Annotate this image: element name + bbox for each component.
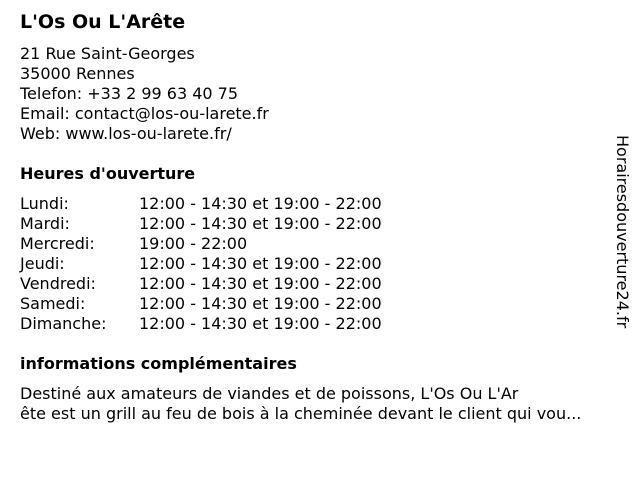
hours-row-dimanche [20, 314, 620, 334]
day-label: Mercredi: [20, 234, 95, 253]
time-range: 19:00 - 22:00 [139, 234, 248, 253]
opening-hours-heading: Heures d'ouverture [20, 164, 196, 183]
business-name: L'Os Ou L'Arête [20, 11, 186, 33]
city-postcode: 35000 Rennes [20, 64, 135, 83]
hours-row-lundi [20, 194, 620, 214]
description-line: ête est un grill au feu de bois à la cheminée devant le client qui vou... [20, 404, 582, 423]
hours-row-jeudi [20, 254, 620, 274]
street-address: 21 Rue Saint-Georges [20, 44, 195, 63]
day-label: Samedi: [20, 294, 86, 313]
day-label: Lundi: [20, 194, 69, 213]
description [20, 384, 620, 424]
hours-row-vendredi [20, 274, 620, 294]
day-label: Mardi: [20, 214, 70, 233]
time-range: 12:00 - 14:30 et 19:00 - 22:00 [139, 214, 382, 233]
opening-hours-table [20, 194, 620, 334]
additional-info-heading: informations complémentaires [20, 354, 297, 373]
contact-block [20, 44, 620, 144]
time-range: 12:00 - 14:30 et 19:00 - 22:00 [139, 274, 382, 293]
hours-row-mardi [20, 214, 620, 234]
phone-number: Telefon: +33 2 99 63 40 75 [20, 84, 239, 103]
site-credit: Horairesdouverture24.fr [613, 135, 632, 329]
hours-row-samedi [20, 294, 620, 314]
website: Web: www.los-ou-larete.fr/ [20, 124, 232, 143]
day-label: Dimanche: [20, 314, 107, 333]
time-range: 12:00 - 14:30 et 19:00 - 22:00 [139, 194, 382, 213]
day-label: Jeudi: [20, 254, 65, 273]
time-range: 12:00 - 14:30 et 19:00 - 22:00 [139, 254, 382, 273]
email-address: Email: contact@los-ou-larete.fr [20, 104, 269, 123]
hours-row-mercredi [20, 234, 620, 254]
day-label: Vendredi: [20, 274, 96, 293]
description-line: Destiné aux amateurs de viandes et de poissons, L'Os Ou L'Ar [20, 384, 519, 403]
time-range: 12:00 - 14:30 et 19:00 - 22:00 [139, 294, 382, 313]
time-range: 12:00 - 14:30 et 19:00 - 22:00 [139, 314, 382, 333]
business-card [20, 8, 620, 424]
